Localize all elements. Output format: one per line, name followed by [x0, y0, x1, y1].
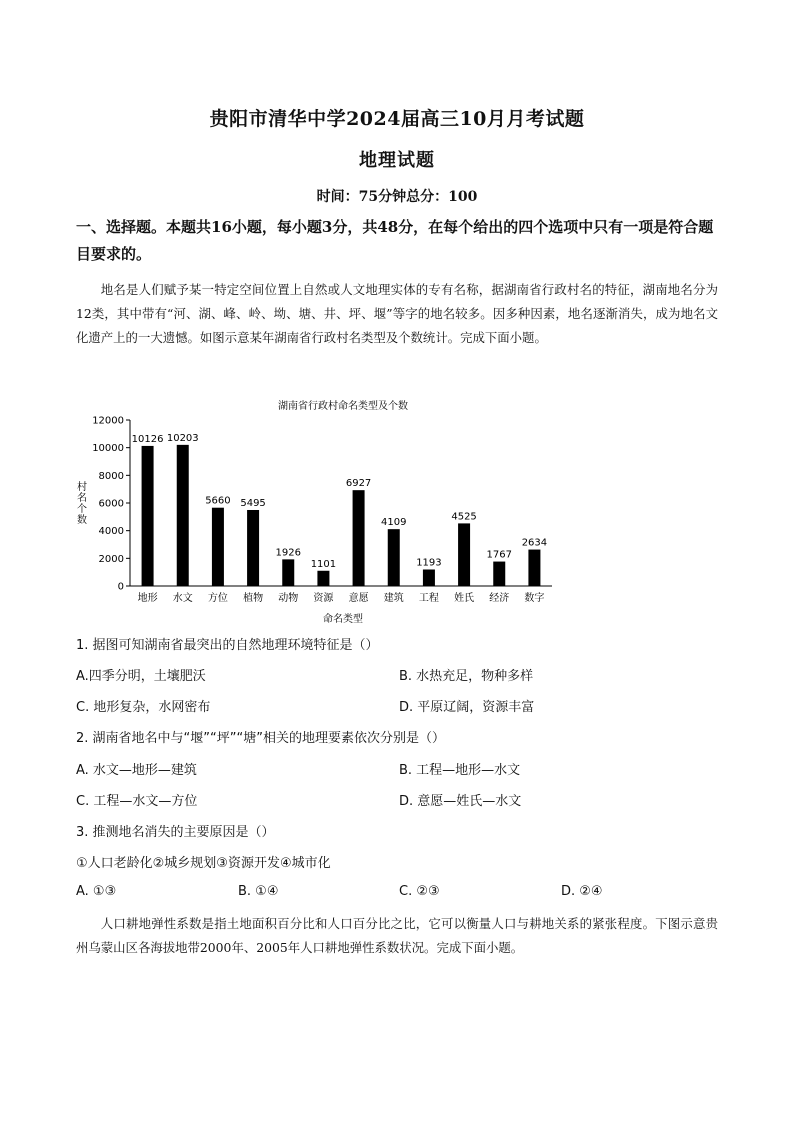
bar-工程: [423, 569, 435, 586]
bar-姓氏: [458, 523, 470, 586]
y-tick-label: 4000: [98, 526, 124, 538]
y-tick-label: 0: [117, 581, 124, 593]
x-tick-labels: [138, 591, 545, 604]
y-tick-label: 10000: [92, 443, 124, 455]
bar-value-label: 6927: [345, 478, 372, 490]
subject-title: 地理试题: [359, 150, 435, 171]
q2-option-d[interactable]: D. 意愿—姓氏—水文: [399, 794, 522, 809]
bar-value-labels: [132, 433, 547, 570]
chart-title: 湖南省行政村命名类型及个数: [278, 401, 408, 412]
bar-地形: [142, 446, 154, 586]
x-tick-label: 方位: [207, 593, 228, 604]
q1-option-d[interactable]: D. 平原辽阔，资源丰富: [399, 700, 535, 715]
bar-value-label: 2634: [521, 537, 548, 549]
x-tick-label: 姓氏: [454, 593, 475, 604]
exam-meta: 时间：75分钟总分：100: [316, 189, 478, 205]
question-1-stem: 1. 据图可知湖南省最突出的自然地理环境特征是（）: [76, 638, 379, 653]
bar-植物: [247, 510, 259, 586]
bar-建筑: [388, 529, 400, 586]
y-axis-label-char: 个: [77, 504, 87, 515]
chart-axes: [130, 420, 552, 586]
bar-value-label: 1101: [310, 558, 337, 570]
bar-水文: [177, 445, 189, 586]
bar-value-label: 5495: [240, 497, 266, 509]
x-tick-label: 经济: [489, 593, 510, 604]
x-tick-label: 意愿: [348, 593, 369, 604]
question-3-choices: ①人口老龄化②城乡规划③资源开发④城市化: [76, 856, 331, 871]
bar-资源: [317, 571, 329, 586]
y-tick-label: 8000: [98, 470, 124, 482]
y-axis-label: [77, 480, 87, 526]
bar-动物: [282, 559, 294, 586]
x-tick-label: 地形: [137, 593, 158, 604]
q3-option-a[interactable]: A. ①③: [76, 884, 117, 899]
q2-option-a[interactable]: A. 水文—地形—建筑: [76, 763, 197, 778]
bar-经济: [493, 562, 505, 586]
bar-意愿: [353, 490, 365, 586]
y-tick-label: 12000: [92, 415, 124, 427]
q1-option-c[interactable]: C. 地形复杂，水网密布: [76, 700, 211, 715]
bar-value-label: 4109: [381, 517, 407, 529]
y-tick-label: 6000: [98, 498, 124, 510]
bar-value-label: 10126: [131, 433, 164, 445]
bar-方位: [212, 508, 224, 586]
bar-数字: [528, 550, 540, 586]
y-axis-label-char: 村: [77, 482, 87, 493]
bar-value-label: 1767: [486, 549, 512, 561]
y-axis-label-char: 数: [77, 515, 87, 526]
bar-chart: [72, 394, 562, 630]
bar-value-label: 1193: [416, 557, 442, 569]
q2-option-c[interactable]: C. 工程—水文—方位: [76, 794, 198, 809]
q2-option-b[interactable]: B. 工程—地形—水文: [399, 763, 521, 778]
x-tick-label: 动物: [278, 593, 299, 604]
q3-option-c[interactable]: C. ②③: [399, 884, 440, 899]
bar-value-label: 4525: [451, 511, 477, 523]
x-tick-label: 植物: [243, 593, 264, 604]
chart-bars: [142, 445, 541, 586]
bar-value-label: 5660: [205, 495, 231, 507]
bar-value-label: 1926: [275, 547, 301, 559]
y-axis-label-char: 名: [77, 493, 87, 504]
q3-option-d[interactable]: D. ②④: [561, 884, 603, 899]
x-axis-label: 命名类型: [323, 614, 363, 625]
passage-1: 地名是人们赋予某一特定空间位置上自然或人文地理实体的专有名称，据湖南省行政村名的特征，湖南地名分为12类，其中带有“河、湖、峰、岭、坳、塘、井、坪、堰”等字的地名较多。因多种因素，地名逐渐消失，成为地名文化遗产上的一大遗憾。如图示意某年湖南省行政村名类型及个数统计。完成下面小题。: [76, 282, 718, 345]
question-3-stem: 3. 推测地名消失的主要原因是（）: [76, 825, 275, 840]
q3-option-b[interactable]: B. ①④: [238, 884, 279, 899]
passage-2: 人口耕地弹性系数是指土地面积百分比和人口百分比之比，它可以衡量人口与耕地关系的紧张程度。下图示意贵州乌蒙山区各海拔地带2000年、2005年人口耕地弹性系数状况。完成下面小题。: [76, 916, 718, 955]
exam-title: 贵阳市清华中学2024届高三10月月考试题: [209, 108, 585, 130]
y-tick-label: 2000: [98, 553, 124, 565]
x-tick-label: 水文: [172, 593, 193, 604]
y-ticks: [92, 416, 130, 593]
x-tick-label: 数字: [524, 593, 545, 604]
bar-value-label: 10203: [166, 432, 199, 444]
q1-option-b[interactable]: B. 水热充足，物种多样: [399, 669, 534, 684]
x-tick-label: 资源: [313, 593, 334, 604]
section-heading: 一、选择题。本题共16小题，每小题3分，共48分，在每个给出的四个选项中只有一项是符合题目要求的。: [76, 218, 714, 263]
q1-option-a[interactable]: A.四季分明，土壤肥沃: [76, 669, 206, 684]
x-tick-label: 建筑: [383, 593, 404, 604]
question-2-stem: 2. 湖南省地名中与“堰”“坪”“塘”相关的地理要素依次分别是（）: [76, 731, 445, 746]
x-tick-label: 工程: [418, 593, 439, 604]
